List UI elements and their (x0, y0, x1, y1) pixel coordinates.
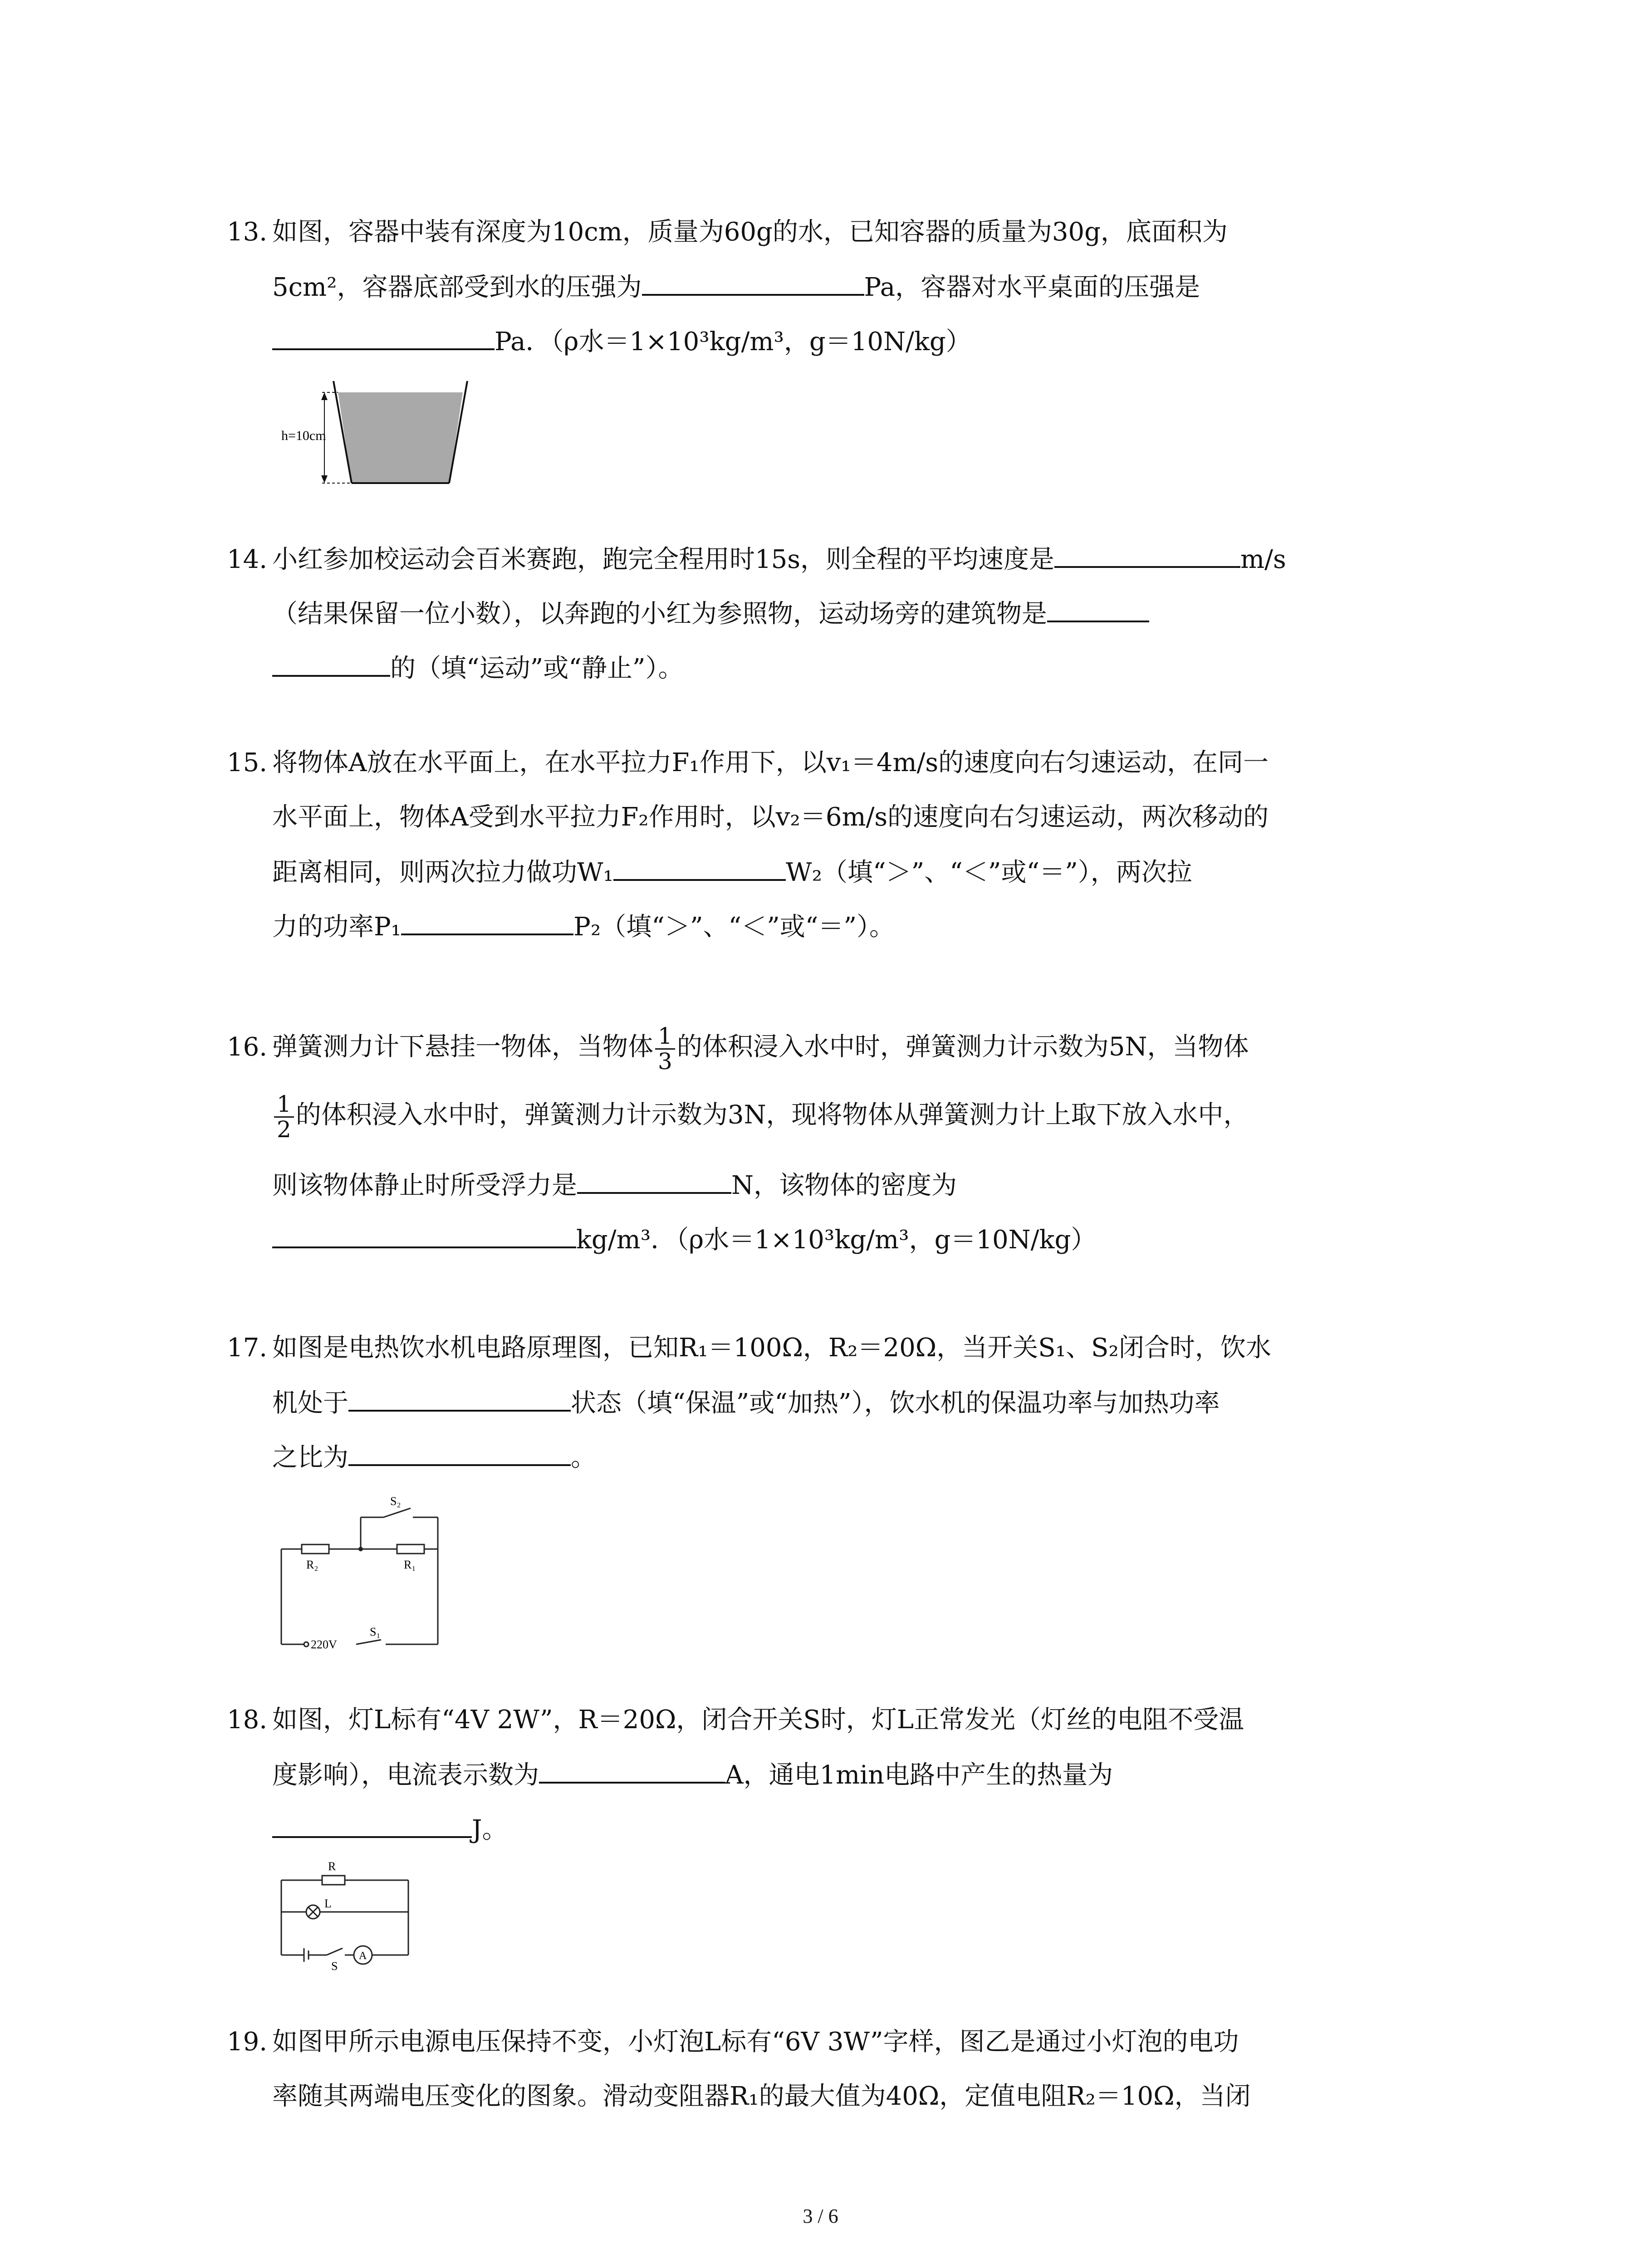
q17-text-3b: 。 (571, 1443, 596, 1472)
q17-text-3a: 之比为 (272, 1443, 348, 1472)
lamp-circuit-figure (277, 1853, 422, 1971)
q16-line4 (272, 1224, 1096, 1255)
q13-line3 (272, 326, 971, 357)
q18-line2 (272, 1759, 1113, 1790)
q15-text-1: 将物体A放在水平面上，在水平拉力F₁作用下，以v₁＝4m/s的速度向右匀速运动，在同一 (272, 748, 1269, 777)
q16-line3 (272, 1169, 957, 1201)
r1-label: R₁ (404, 1558, 416, 1571)
q17-number: 17. (227, 1333, 268, 1363)
page-number: 3 / 6 (803, 2205, 838, 2227)
l-label: L (324, 1897, 332, 1910)
q19-line2 (272, 2081, 1251, 2112)
ammeter-label: A (359, 1950, 367, 1962)
s1-label: S₁ (370, 1625, 381, 1638)
q15-number: 15. (227, 748, 268, 777)
q16-text-3b: N，该物体的密度为 (731, 1171, 957, 1200)
q17-line3 (272, 1442, 596, 1473)
q16-text-3a: 则该物体静止时所受浮力是 (272, 1171, 577, 1200)
q14-line1 (227, 543, 1286, 575)
q13-text-3b: Pa．（ρ水＝1×10³kg/m³，g＝10N/kg） (495, 327, 971, 357)
q15-line3 (272, 856, 1192, 888)
q15-text-4b: P₂（填“＞”、“＜”或“＝”）。 (573, 912, 895, 942)
q19-text-1: 如图甲所示电源电压保持不变，小灯泡L标有“6V 3W”字样，图乙是通过小灯泡的电功 (272, 2027, 1239, 2057)
q15-line2 (272, 802, 1269, 832)
q16-line1 (227, 1024, 1249, 1073)
q13-line1 (227, 217, 1228, 247)
q14-number: 14. (227, 545, 268, 574)
q15-blank-2[interactable] (401, 911, 573, 935)
q18-text-3b: J。 (472, 1815, 508, 1844)
q15-text-3b: W₂（填“＞”、“＜”或“＝”），两次拉 (786, 858, 1192, 887)
q16-text-1b: 的体积浸入水中时，弹簧测力计示数为5N，当物体 (676, 1032, 1249, 1062)
q17-text-1: 如图是电热饮水机电路原理图，已知R₁＝100Ω，R₂＝20Ω，当开关S₁、S₂闭合时，饮水 (272, 1333, 1271, 1363)
q14-blank-2a[interactable] (1047, 598, 1149, 622)
q14-blank-1[interactable] (1054, 543, 1240, 568)
q18-number: 18. (227, 1705, 268, 1735)
q18-text-2b: A，通电1min电路中产生的热量为 (725, 1760, 1113, 1790)
q13-text-2a: 5cm²，容器底部受到水的压强为 (272, 273, 642, 302)
q17-line2 (272, 1387, 1220, 1418)
q18-line1 (227, 1705, 1244, 1735)
q19-text-2: 率随其两端电压变化的图象。滑动变阻器R₁的最大值为40Ω，定值电阻R₂＝10Ω，当闭 (272, 2082, 1251, 2111)
q14-blank-2b[interactable] (272, 652, 390, 677)
q15-line1 (227, 748, 1269, 778)
fraction-one-half: $\frac{1}{2}$ (274, 1092, 294, 1141)
q13-line2 (272, 271, 1200, 303)
q17-text-2b: 状态（填“保温”或“加热”），饮水机的保温功率与加热功率 (571, 1388, 1220, 1418)
s2-label: S₂ (390, 1495, 401, 1508)
q18-blank-1[interactable] (539, 1759, 725, 1784)
fraction-one-third: $\frac{1}{3}$ (655, 1024, 675, 1073)
h-label: h=10cm (281, 428, 326, 443)
q17-blank-1[interactable] (348, 1387, 571, 1412)
q15-line4 (272, 911, 895, 942)
q16-blank-1[interactable] (577, 1169, 731, 1194)
q13-text-1: 如图，容器中装有深度为10cm，质量为60g的水，已知容器的质量为30g，底面积为 (272, 217, 1228, 247)
q15-text-4a: 力的功率P₁ (272, 912, 402, 942)
q16-text-1a: 弹簧测力计下悬挂一物体，当物体 (272, 1032, 653, 1062)
q14-text-3b: 的（填“运动”或“静止”）。 (390, 654, 684, 683)
q15-text-2: 水平面上，物体A受到水平拉力F₂作用时，以v₂＝6m/s的速度向右匀速运动，两次移动的 (272, 802, 1269, 832)
q14-line3 (272, 652, 684, 684)
q16-text-2b: 的体积浸入水中时，弹簧测力计示数为3N，现将物体从弹簧测力计上取下放入水中， (295, 1100, 1249, 1130)
q17-line1 (227, 1333, 1271, 1363)
q18-blank-2[interactable] (272, 1813, 472, 1838)
q13-blank-2[interactable] (272, 326, 495, 350)
q13-text-2b: Pa，容器对水平桌面的压强是 (864, 273, 1200, 302)
q15-blank-1[interactable] (613, 856, 786, 881)
q15-text-3a: 距离相同，则两次拉力做功W₁ (272, 858, 614, 887)
q18-text-2a: 度影响），电流表示数为 (272, 1760, 539, 1790)
q18-text-1: 如图，灯L标有“4V 2W”，R＝20Ω，闭合开关S时，灯L正常发光（灯丝的电阻不受温 (272, 1705, 1244, 1735)
r2-label: R₂ (306, 1558, 318, 1571)
q16-line2 (272, 1092, 1249, 1141)
q16-blank-2[interactable] (272, 1224, 576, 1248)
q13-number: 13. (227, 217, 268, 247)
q14-text-2: （结果保留一位小数），以奔跑的小红为参照物，运动场旁的建筑物是 (272, 599, 1047, 629)
q14-line2 (272, 598, 1149, 629)
container-figure (272, 372, 481, 490)
q16-text-4b: kg/m³．（ρ水＝1×10³kg/m³，g＝10N/kg） (576, 1225, 1097, 1255)
drinking-fountain-circuit-figure (277, 1483, 467, 1656)
r-label: R (328, 1860, 336, 1873)
q14-text-1a: 小红参加校运动会百米赛跑，跑完全程用时15s，则全程的平均速度是 (272, 545, 1054, 574)
s-label: S (331, 1960, 338, 1971)
q17-blank-2[interactable] (348, 1442, 571, 1466)
q18-line3 (272, 1813, 507, 1845)
q16-number: 16. (227, 1032, 268, 1062)
q17-text-2a: 机处于 (272, 1388, 348, 1418)
q19-line1 (227, 2027, 1239, 2057)
q14-text-1b: m/s (1240, 545, 1286, 574)
voltage-label: 220V (311, 1638, 337, 1651)
q19-number: 19. (227, 2027, 268, 2057)
q13-blank-1[interactable] (642, 271, 864, 296)
